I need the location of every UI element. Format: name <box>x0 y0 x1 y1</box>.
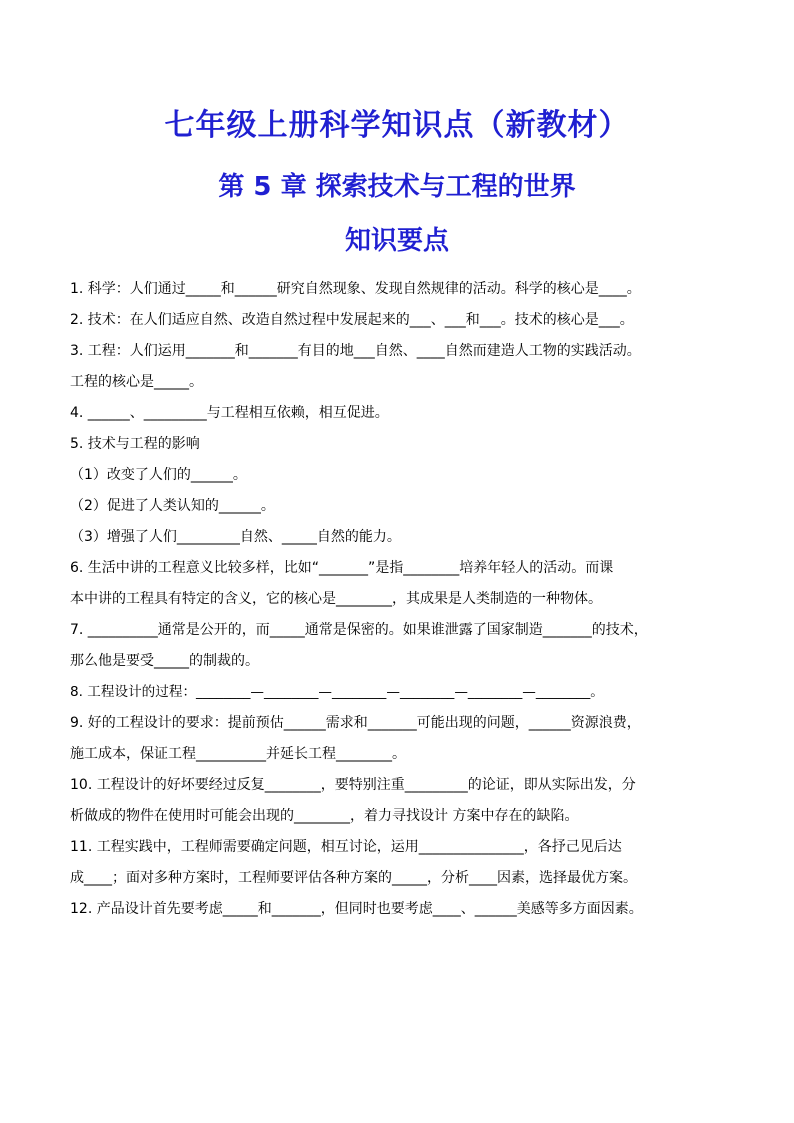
text-line: 3. 工程：人们运用_______和_______有目的地___自然、____自然而建造人工物的实践活动。 <box>70 343 641 359</box>
text-line: （2）促进了人类认知的______。 <box>70 498 275 514</box>
text-line: 2. 技术：在人们适应自然、改造自然过程中发展起来的___、___和___。技术的核心是___。 <box>70 312 634 328</box>
text-line: 6. 生活中讲的工程意义比较多样，比如“_______”是指________培养年轻人的活动。而课 <box>70 560 614 576</box>
section-title: 知识要点 <box>344 226 449 256</box>
text-line: 1. 科学：人们通过_____和______研究自然现象、发现自然规律的活动。科学的核心是____。 <box>70 281 641 297</box>
text-line: 施工成本，保证工程__________并延长工程________。 <box>70 746 406 762</box>
knowledge-points-list <box>70 274 750 925</box>
text-line: 本中讲的工程具有特定的含义，它的核心是________，其成果是人类制造的一种物体。 <box>70 591 602 607</box>
text-line: 12. 产品设计首先要考虑_____和_______，但同时也要考虑____、______美感等多方面因素。 <box>70 901 643 917</box>
text-line: 8. 工程设计的过程：________—________—________—________—________—________。 <box>70 684 604 700</box>
document-title: 七年级上册科学知识点（新教材） <box>164 108 630 143</box>
text-line: 析做成的物件在使用时可能会出现的________，着力寻找设计 方案中存在的缺陷。 <box>70 808 579 824</box>
text-line: （1）改变了人们的______。 <box>70 467 247 483</box>
text-line: 5. 技术与工程的影响 <box>70 436 200 452</box>
text-line: 7. __________通常是公开的，而_____通常是保密的。如果谁泄露了国家制造_______的技术， <box>70 622 648 638</box>
text-line: 10. 工程设计的好坏要经过反复________，要特别注重_________的论证，即从实际出发，分 <box>70 777 636 793</box>
text-line: 11. 工程实践中，工程师需要确定问题，相互讨论，运用_______________，各抒己见后达 <box>70 839 622 855</box>
text-line: （3）增强了人们_________自然、_____自然的能力。 <box>70 529 401 545</box>
text-line: 9. 好的工程设计的要求：提前预估______需求和_______可能出现的问题，______资源浪费， <box>70 715 641 731</box>
text-line: 那么他是要受_____的制裁的。 <box>70 653 259 669</box>
chapter-title: 第 5 章 探索技术与工程的世界 <box>218 172 576 202</box>
text-line: 工程的核心是_____。 <box>70 374 203 390</box>
text-line: 4. ______、_________与工程相互依赖，相互促进。 <box>70 405 389 421</box>
text-line: 成____；面对多种方案时，工程师要评估各种方案的_____，分析____因素，选择最优方案。 <box>70 870 637 886</box>
